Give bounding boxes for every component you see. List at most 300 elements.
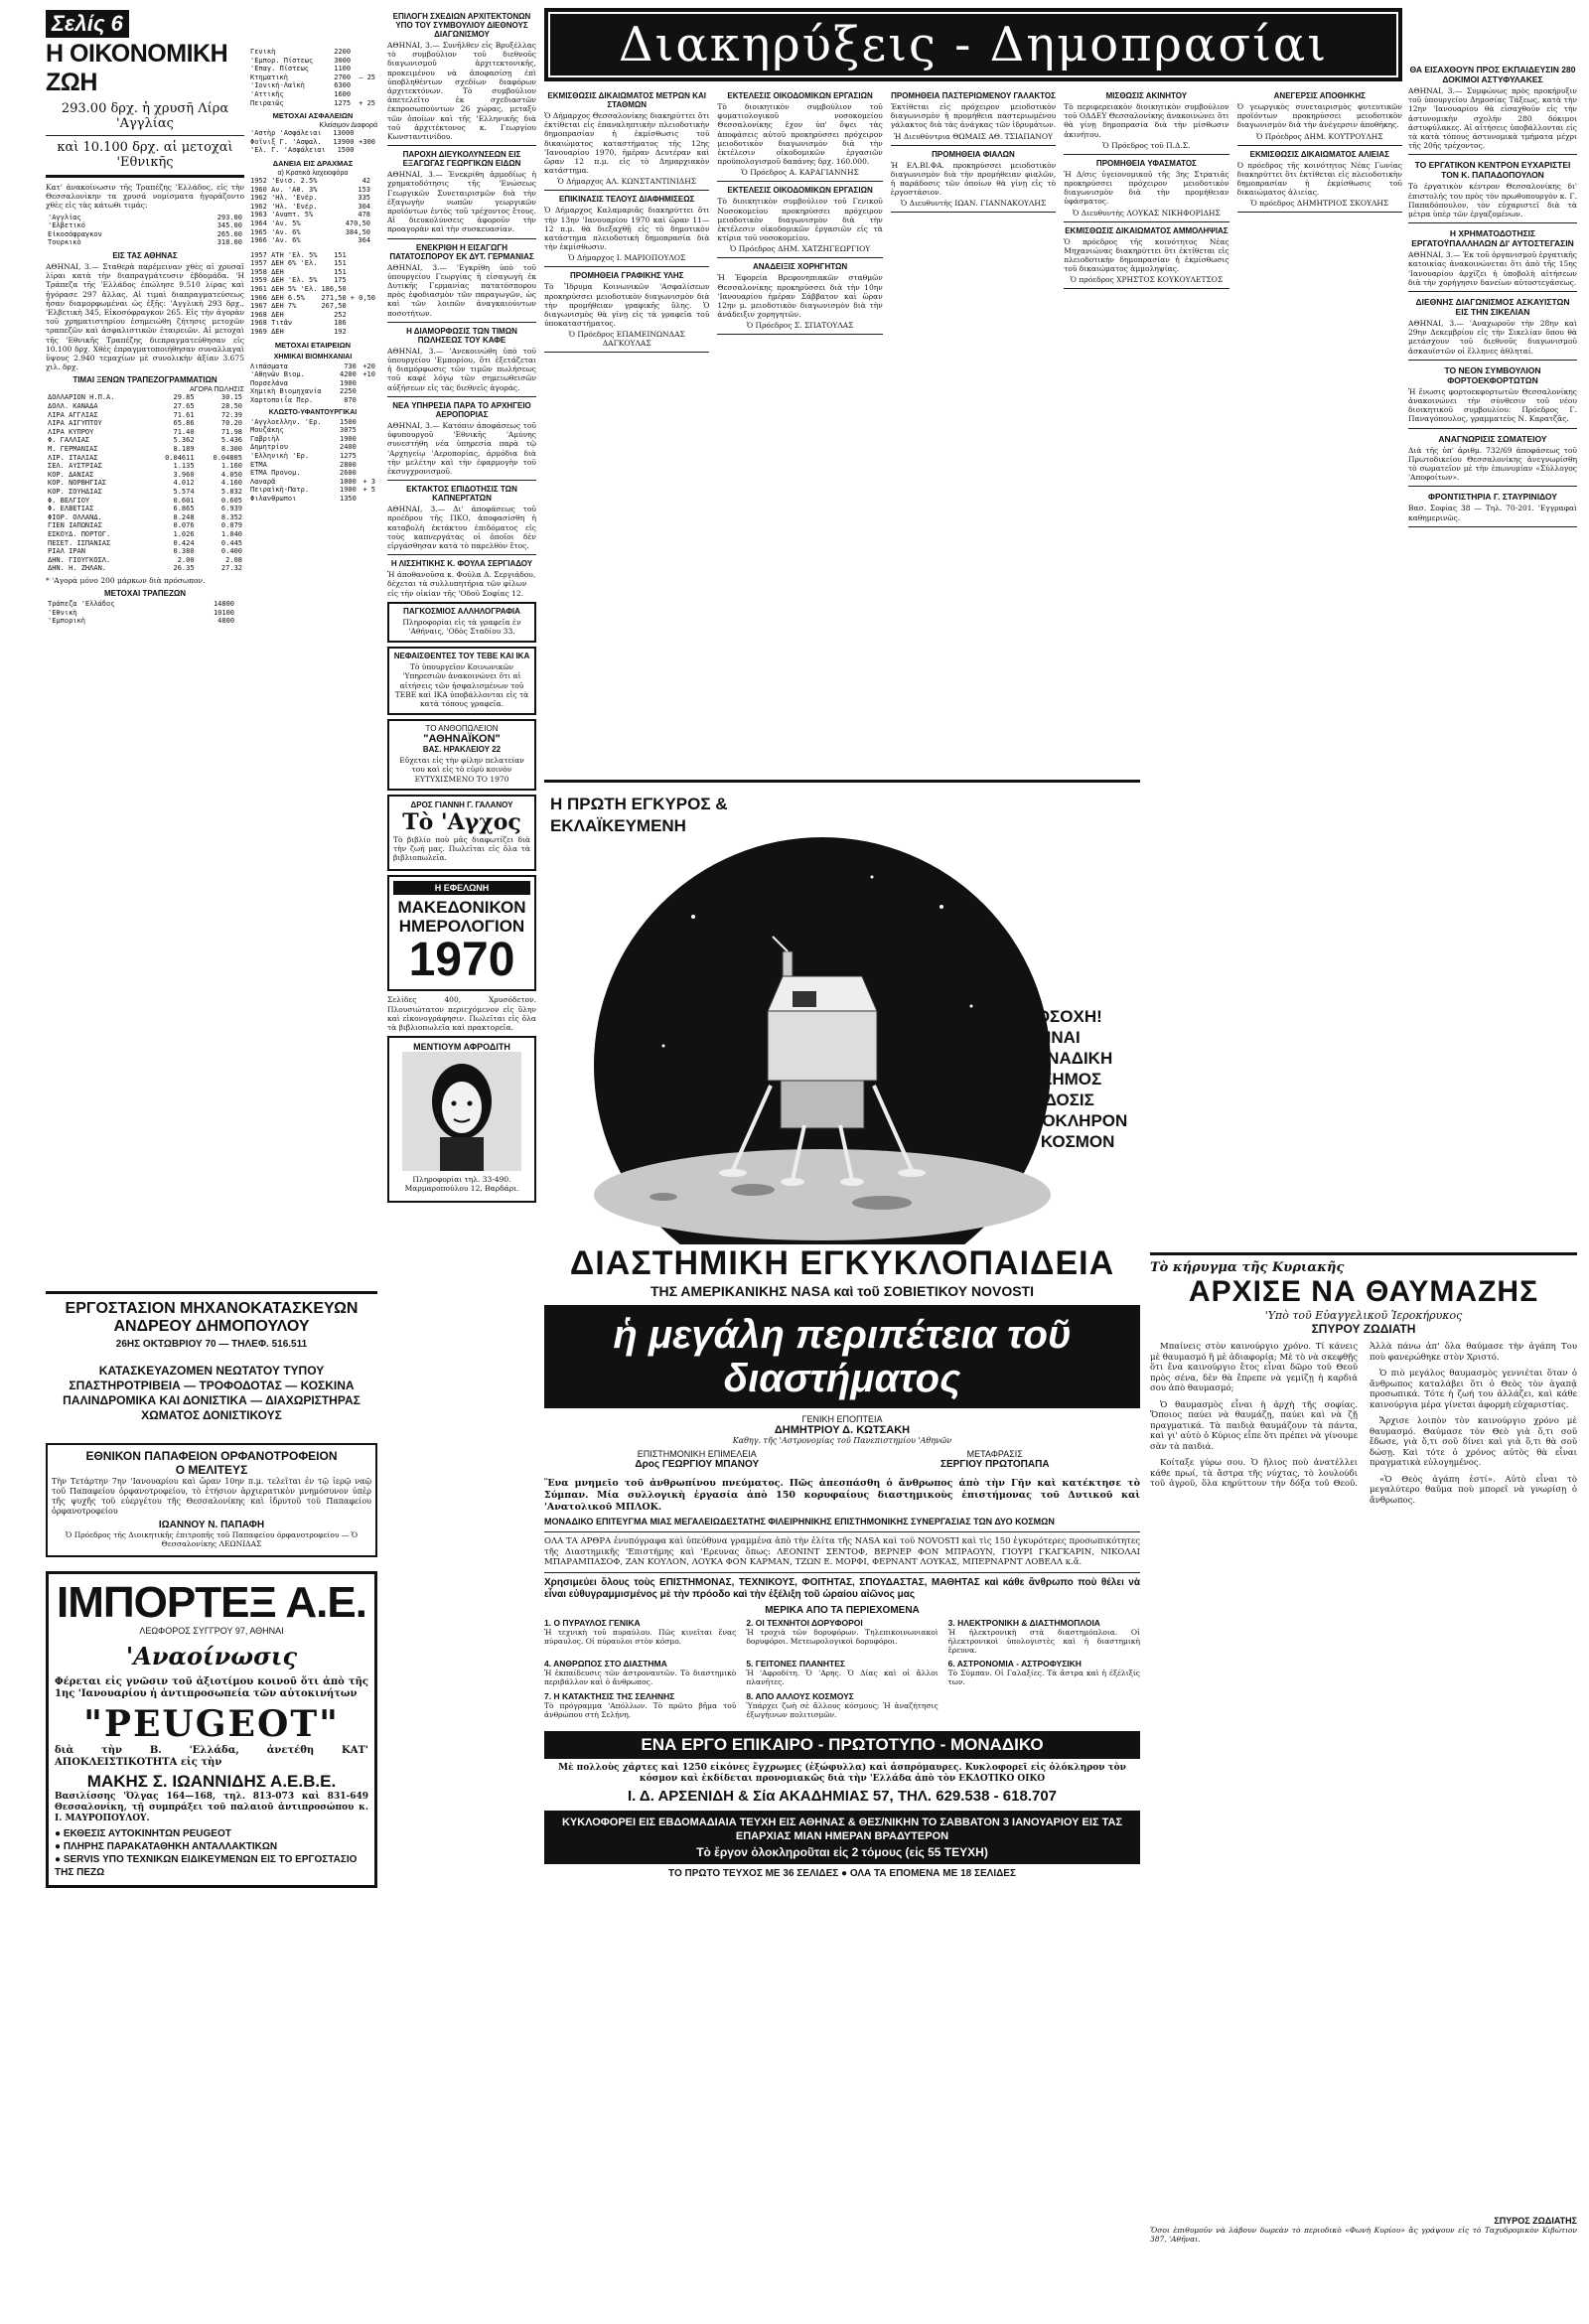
contents-item-title: 8. ΑΠΟ ΑΛΛΟΥΣ ΚΟΣΜΟΥΣ [746,1690,854,1701]
bank-share-row [46,600,244,609]
row-value: 0.380 [173,547,195,556]
row-value [372,186,377,195]
loans-table [248,177,377,245]
tender-text: Τὸ διοικητικὸν συμβούλιον τοῦ φυματιολογικοῦ νοσοκομείου Θεσσαλονίκης ἔχον ὑπ' ὄψει τὰς ἀποφάσεις αὐτοῦ προκηρύσσει πρόχειρον μειοδοτικὸν διαγωνισμὸν διὰ τὴν ἐκτέλεσιν οἰκοδομικῶν ἐργασιῶν προϋπολογισμοῦ δαπάνης δρχ. 160.000. [717,102,883,167]
callout-line: ΕΚΔΟΣΙΣ [1021,1090,1094,1109]
row-value: +10 [362,370,375,379]
row-value: 5.574 [173,487,195,496]
tender-heading: ΜΙΣΘΩΣΙΣ ΑΚΙΝΗΤΟΥ [1105,91,1188,100]
tender-signature: Ἡ Διευθύντρια ΘΩΜΑΙΣ ΑΘ. ΤΣΙΑΠΑΝΟΥ [894,131,1053,141]
row-label: Γενικὴ [250,48,276,56]
row-value [359,396,377,405]
row-label: 1960 Αν. 'Αθ. 3% [250,185,318,194]
row-label: 'Εμπορ. Πίστεως [250,56,314,65]
service-item: ● ΠΛΗΡΗΣ ΠΑΡΑΚΑΤΑΘΗΚΗ ΑΝΤΑΛΛΑΚΤΙΚΩΝ [55,1841,278,1853]
row-label: Φιλανθρωποι [250,494,297,503]
notice-heading: ΠΑΓΚΟΣΜΙΟΣ ΑΛΛΗΛΟΓΡΑΦΙΑ [403,606,520,616]
row-value: 4.160 [220,479,242,488]
tender-heading: ΕΠΙΚΙΝΑΣΙΣ ΤΕΛΟΥΣ ΔΙΑΦΗΜΙΣΕΩΣ [558,195,695,205]
rule [387,322,536,323]
contents-item [544,1659,736,1686]
row-label: Γαβριὴλ [250,434,280,443]
row-value: 27.32 [220,564,242,573]
tender-text: Ἡ Δ/σις ὑγειονομικοῦ τῆς 3ης Στρατιᾶς προκηρύσσει πρόχειρον μειοδοτικὸν διαγωνισμὸν διὰ τὴν προμήθειαν ὑφάσματος. [1064,169,1229,207]
rule [717,181,882,182]
currency-row [46,454,244,463]
work-banner: ΕΝΑ ΕΡΓΟ ΕΠΙΚΑΙΡΟ - ΠΡΩΤΟΤΥΠΟ - ΜΟΝΑΔΙΚΟ [544,1731,1140,1759]
sermon-paragraph: Ὁ πιὸ μεγάλος θαυμασμὸς γεννιέται ὅταν ὁ ἄνθρωπος καταλάβει ὅτι ὁ Θεὸς τὸν ἀγαπᾷ προσωπικά. Τότε ἡ ζωή του ἀλλάζει, καὶ κάθε καινούργια μέρα γίνεται ἀφορμὴ εὐχαριστίας. [1370,1369,1577,1410]
tender-heading: ΕΚΜΙΣΘΩΣΙΣ ΔΙΚΑΙΩΜΑΤΟΣ ΜΕΤΡΩΝ ΚΑΙ ΣΤΑΘΜΩΝ [547,91,706,109]
currency-row [46,505,244,513]
row-value: 4200 [339,370,357,379]
tender-column [717,87,882,765]
row-value: 1275 [339,451,357,460]
deh-row [248,268,377,277]
factory-products: ΚΑΤΑΣΚΕΥΑΖΟΜΕΝ ΝΕΩΤΑΤΟΥ ΤΥΠΟΥ ΣΠΑΣΤΗΡΟΤΡΙΒΕΙΑ — ΤΡΟΦΟΔΟΤΑΣ — ΚΟΣΚΙΝΑ ΠΑΛΙΝΔΡΟΜΙΚΑ ΚΑΙ ΔΟΝΙΣΤΙΚΑ — ΔΙΑΧΩΡΙΣΤΗΡΑΣ ΧΩΜΑΤΟΣ ΔΟΝΙΣΤΙΚΟΥΣ [63,1364,361,1422]
aphrodite-ad [387,1036,536,1202]
row-value: 26.35 [173,564,195,573]
contents-item [544,1691,736,1719]
contents-heading: ΜΕΡΙΚΑ ΑΠΟ ΤΑ ΠΕΡΙΕΧΟΜΕΝΑ [765,1604,920,1616]
tender-signature: Ὁ πρόεδρος ΧΡΗΣΤΟΣ ΚΟΥΚΟΥΛΕΤΣΟΣ [1070,275,1224,285]
row-value: 364 [358,236,371,245]
factory-name: ΑΝΔΡΕΟΥ ΔΗΜΟΠΟΥΛΟΥ [113,1318,310,1335]
chemical-row [248,370,377,379]
row-value: 30.15 [220,393,242,402]
rule [387,554,536,555]
row-value: 1500 [339,417,357,426]
article-text: ΑΘΗΝΑΙ, 3.— 'Αναχωροῦν τὴν 28ην καὶ 29ην Δεκεμβρίου εἰς τὴν Σικελίαν ὅπου θὰ μετάσχουν τοῦ διεθνοῦς διαγωνισμοῦ ἀσκαυϊστῶν οἱ ἕλληνες ἀθληταί. [1408,319,1577,356]
book-text: Τὸ βιβλίο ποὺ μᾶς διαφωτίζει διὰ τὴν ζωή μας. Πωλεῖται εἰς ὅλα τὰ βιβλιοπωλεῖα. [393,834,530,863]
rule [1237,145,1402,146]
contents-item-title: 7. Η ΚΑΤΑΚΤΗΣΙΣ ΤΗΣ ΣΕΛΗΝΗΣ [544,1690,675,1701]
row-label: 1969 ΔΕΗ [250,328,284,337]
row-value: 186 [334,319,347,328]
tender-heading: ΠΡΟΜΗΘΕΙΑ ΥΦΑΣΜΑΤΟΣ [1095,158,1197,168]
row-value: 151 [334,267,347,276]
release-text: ΚΥΚΛΟΦΟΡΕΙ ΕΙΣ ΕΒΔΟΜΑΔΙΑΙΑ ΤΕΥΧΗ ΕΙΣ ΑΘΗΝΑΣ & ΘΕΣ/ΝΙΚΗΝ ΤΟ ΣΑΒΒΑΤΟΝ 3 ΙΑΝΟΥΑΡΙΟΥ ΕΙΣ ΤΑΣ ΕΠΑΡΧΙΑΣ ΜΙΑΝ ΗΜΕΡΑΝ ΒΡΑΔΥΤΕΡΟΝ [561,1816,1123,1842]
row-label: Τράπεζα 'Ελλάδος [48,600,115,609]
row-label: ΕΤΜΑ [250,460,267,469]
encyclopedia-hero [544,788,1140,1244]
encyclopedia-audience: Χρησιμεύει ὅλους τοὺς ΕΠΙΣΤΗΜΟΝΑΣ, ΤΕΧΝΙΚΟΥΣ, ΦΟΙΤΗΤΑΣ, ΣΠΟΥΔΑΣΤΑΣ, ΜΑΘΗΤΑΣ καὶ κάθε ἄνθρωπο ποὺ θέλει νὰ εἶναι εὐθυγραμμισμένος μὲ τὴν πρόοδο καὶ τὴν ἐξέλιξη τοῦ ὡραίου αἰῶνος μας [544,1576,1140,1600]
row-value: 65.86 [173,419,195,428]
row-label: ΔΟΛΛ. ΚΑΝΑΔΑ [48,402,98,411]
sermon-title: ΑΡΧΙΣΕ ΝΑ ΘΑΥΜΑΖΗΣ [1188,1275,1539,1308]
article-text: ΑΘΗΝΑΙ, 3.— Δι' ἀποφάσεως τοῦ προέδρου τῆς ΠΚΟ, ἀποφασίσθη ἡ καταβολὴ ἐκτάκτου ἐπιδόματος εἰς τοὺς καπνεργάτας οἱ ὁποῖοι δὲν εἰργάσθησαν κατὰ τὸ παρελθὸν ἔτος. [387,505,536,550]
insurance-table [248,129,377,155]
row-value [353,81,377,90]
currency-row [46,479,244,488]
chemical-row [248,396,377,405]
loan-row [248,177,377,186]
contents-item-text: Ἡ τεχνικὴ τοῦ πυραύλου. Πῶς κινεῖται ἕνας πύραυλος. Οἱ πύραυλοι στὸν κόσμο. [544,1627,737,1646]
translator-label: ΜΕΤΑΦΡΑΣΙΣ [966,1449,1023,1459]
orphanage-notice [46,1443,377,1557]
textile-row [248,418,377,427]
row-value: 3075 [339,426,357,435]
textile-heading: ΚΛΩΣΤΟ-ΥΦΑΝΤΟΥΡΓΙΚΑΙ [268,408,358,416]
loans-heading: ΔΑΝΕΙΑ ΕΙΣ ΔΡΑΧΜΑΣ [272,158,354,168]
tender-text: Τὸ περιφερειακὸν διοικητικὸν συμβούλιον τοῦ ΟΔΔΕΥ Θεσσαλονίκης ἀνακοινώνει ὅτι θὰ γίνῃ δημοπρασία διὰ τὴν μίσθωσιν ἀκινήτου. [1064,102,1229,139]
encyclopedia-achievement: ΜΟΝΑΔΙΚΟ ΕΠΙΤΕΥΓΜΑ ΜΙΑΣ ΜΕΓΑΛΕΙΩΔΕΣΤΑΤΗΣ ΦΙΛΕΙΡΗΝΙΚΗΣ ΕΠΙΣΤΗΜΟΝΙΚΗΣ ΣΥΝΕΡΓΑΣΙΑΣ ΤΩΝ ΔΥΟ ΚΟΣΜΩΝ [544,1517,1055,1526]
row-value: 151 [334,259,347,268]
row-value: + 3 [362,477,375,486]
row-value [349,251,377,260]
encyclopedia-tagline: Η ΠΡΩΤΗ ΕΓΚΥΡΟΣ & ΕΚΛΑΪΚΕΥΜΕΝΗ [550,795,728,835]
row-value: 0.076 [173,521,195,530]
deh-row [248,294,377,303]
companies-heading: ΜΕΤΟΧΑΙ ΕΤΑΙΡΕΙΩΝ [274,340,352,350]
row-value: 3000 [334,56,352,65]
row-label: Δημητρίου [250,443,288,452]
article-heading: Η ΔΙΑΜΟΡΦΩΣΙΣ ΤΩΝ ΤΙΜΩΝ ΠΩΛΗΣΕΩΣ ΤΟΥ ΚΑΦΕ [406,326,517,345]
article-text: ΑΘΗΝΑΙ, 3.— Ἐκ τοῦ ὀργανισμοῦ ἐργατικῆς κατοικίας ἀνακοινώνεται ὅτι ἀπὸ τῆς 15ης 'Ιανουαρίου ἀρχίζει ἡ ὑποβολὴ αἰτήσεων διὰ τὴν χορήγησιν δανείων αὐτοστεγάσεως. [1408,250,1577,287]
row-label: 'Επαγ. Πίστεως [250,65,310,73]
factory-ad [46,1291,377,1423]
coin-row [46,214,244,222]
orphanage-title: ΕΘΝΙΚΟΝ ΠΑΠΑΦΕΙΟΝ ΟΡΦΑΝΟΤΡΟΦΕΙΟΝ [85,1449,338,1463]
general-supervision-label: ΓΕΝΙΚΗ ΕΠΟΠΤΕΙΑ [801,1414,883,1424]
article-heading: ΝΕΑ ΥΠΗΡΕΣΙΑ ΠΑΡΑ ΤΟ ΑΡΧΗΓΕΙΟ ΑΕΡΟΠΟΡΙΑΣ [392,400,531,419]
contents-item-text: Ἡ ἐκπαίδευσις τῶν ἀστροναυτῶν. Τὸ διαστημικὸ περιβάλλον καὶ ὁ ἄνθρωπος. [544,1669,737,1687]
currency-row [46,402,244,411]
bank-shares-heading: ΜΕΤΟΧΑΙ ΤΡΑΠΕΖΩΝ [103,589,187,599]
row-value: 2.00 [177,555,195,564]
callout-line: ΕΙΝΑΙ [1035,1028,1081,1047]
row-value: 13000 [333,129,355,138]
row-value: 318.00 [217,238,242,247]
contents-item [948,1618,1140,1656]
factory-title: ΕΡΓΟΣΤΑΣΙΟΝ ΜΗΧΑΝΟΚΑΤΑΣΚΕΥΩΝ [65,1300,359,1317]
encyclopedia-ad [544,775,1140,2324]
sermon-paragraph: Ἄρχισε λοιπὸν τὸν καινούργιο χρόνο μὲ θαυμασμό. Θαύμασε τὸν Θεὸ γιὰ ὅ,τι σοῦ ἔδωσε, γιὰ ὅ,τι σοῦ δίνει καὶ γιὰ ὅ,τι θὰ σοῦ δώσῃ. Καὶ τότε ὁ χρόνος αὐτὸς θὰ εἶναι πραγματικὰ εὐλογημένος. [1370,1416,1577,1468]
coins-table [46,214,244,247]
row-value: 0.605 [220,496,242,505]
row-label: ΓΙΕΝ ΙΑΠΩΝΙΑΣ [48,521,102,530]
row-value [353,57,377,66]
row-label: ΕΣΚΟΥΔ. ΠΟΡΤΟΓ. [48,529,111,538]
importex-address: ΛΕΩΦΟΡΟΣ ΣΥΓΓΡΟΥ 97, ΑΘΗΝΑΙ [139,1626,284,1637]
rule [544,352,709,353]
sermon-body [1150,1342,1577,2216]
row-value [359,426,377,435]
row-label: Λιπάσματα [250,362,288,370]
importex-text: Φέρεται εἰς γνῶσιν τοῦ ἀξιοτίμου κοινοῦ ὅτι ἀπὸ τῆς 1ης 'Ιανουαρίου ἡ ἀντιπροσωπεία τῶν αὐτοκινήτων [55,1676,368,1700]
row-label: Μουζάκης [250,426,284,435]
row-value [359,452,377,461]
bank-row [248,48,377,57]
row-value: + 5 [362,486,375,495]
row-label: 'Ελ. Γ. 'Ασφάλειαι [250,146,326,155]
row-label: 'Εθνικὴ [48,608,77,617]
row-value: 1.040 [220,529,242,538]
tender-heading: ΕΚΜΙΣΘΩΣΙΣ ΔΙΚΑΙΩΜΑΤΟΣ ΑΜΜΟΛΗΨΙΑΣ [1065,225,1228,235]
textile-row [248,495,377,504]
contents-item-title: 6. ΑΣΤΡΟΝΟΜΙΑ - ΑΣΤΡΟΦΥΣΙΚΗ [947,1659,1082,1670]
row-value: 265.00 [217,229,242,238]
tender-column [1237,87,1402,765]
contents-item [746,1691,938,1719]
article-heading: ΔΙΕΘΝΗΣ ΔΙΑΓΩΝΙΣΜΟΣ ΑΣΚΑΥΙΣΤΩΝ ΕΙΣ ΤΗΝ ΣΙΚΕΛΙΑΝ [1415,297,1570,318]
row-value [359,435,377,444]
loan-row [248,211,377,219]
row-label: ΚΟΡ. ΔΑΝΙΑΣ [48,470,94,479]
textile-row [248,443,377,452]
row-label: 'Ελβετικό [48,221,85,230]
calendar-title: ΜΑΚΕΔΟΝΙΚΟΝ ΗΜΕΡΟΛΟΓΙΟΝ [397,898,526,937]
row-value [372,228,377,237]
row-value [349,328,377,337]
row-label: Εἰκοσόφραγκον [48,229,102,238]
bank-row [248,99,377,108]
rule [1064,288,1228,289]
doctor-book-ad [387,795,536,872]
insurance-columns: Κλείσιμον Διαφορά [319,122,377,130]
row-value: 2800 [339,460,357,469]
encyclopedia-authors: ΟΛΑ ΤΑ ΑΡΘΡΑ ἐνυπόγραφα καὶ ὑπεύθυνα γραμμένα ἀπὸ τὴν ἐλίτα τῆς NASA καὶ τοῦ NOVOSTI καὶ τὶς 150 ἐγκυρότερες προσωπικότητες τῆς Διαστημικῆς 'Επιστήμης καὶ 'Ερευνας ὅπως: ΛΕΟΝΙΝΤ ΣΕΝΤΟΦ, ΒΕΡΝΕΡ ΦΟΝ ΜΠΡΑΟΥΝ, ΓΙΟΥΡΙ ΓΚΑΓΚΑΡΙΝ, ΝΙΚΟΛΑΙ ΜΠΑΡΑΜΠΑΣΟΦ, ΖΑΝ ΚΟΥΛΟΝ, ΛΟΥΚΑ ΦΟΝ ΚΑΡΜΑΝ, ΤΖΩΝ Ε. ΜΟΡΦΙ, ΦΕΡΝΑΝΤ ΛΟΥΚΑΣ, ΜΠΕΡΝΑΡΝΤ ΛΟΒΕΛΛ κ.ἄ. [544,1536,1140,1567]
deh-row [248,328,377,337]
row-label: 1966 'Αν. 6% [250,236,301,245]
tender-heading: ΠΡΟΜΗΘΕΙΑ ΓΡΑΦΙΚΗΣ ΥΛΗΣ [569,271,684,281]
importex-ad [46,1571,377,1888]
row-value: +300 [359,137,375,146]
row-value [349,311,377,320]
row-label: 1967 ΔΕΗ 7% [250,302,297,311]
currency-row [46,428,244,437]
rule [1408,428,1577,429]
contents-item-text: Τὸ Σύμπαν. Οἱ Γαλαξίες. Τὰ ἄστρα καὶ ἡ ἐξέλιξίς των. [947,1669,1140,1687]
row-label: ΠΕΣΕΤ. ΙΣΠΑΝΙΑΣ [48,538,111,547]
chemical-row [248,363,377,371]
row-label: 'Αστὴρ 'Ασφάλειαι [250,129,322,138]
row-value: 175 [334,276,347,285]
tender-heading: ΕΚΤΕΛΕΣΙΣ ΟΙΚΟΔΟΜΙΚΩΝ ΕΡΓΑΣΙΩΝ [727,186,873,196]
row-value: 1.026 [173,529,195,538]
rule [387,396,536,397]
article-text: ΑΘΗΝΑΙ, 3.— Κατόπιν ἀποφάσεως τοῦ ὑφυπουργοῦ 'Εθνικῆς 'Αμύνης συνεστήθη νέα ὑπηρεσία παρὰ τῷ 'Αρχηγείῳ 'Αεροπορίας, ἀρμόδια διὰ τὴν μελέτην καὶ τὴν ἐφαρμογὴν τοῦ ἐκσυγχρονισμοῦ. [387,420,536,476]
bank-row [248,57,377,66]
tender-heading: ΑΝΕΓΕΡΣΙΣ ΑΠΟΘΗΚΗΣ [1273,91,1366,100]
row-value [359,418,377,427]
deh-row [248,251,377,260]
row-value: + 25 [359,98,375,107]
row-value [349,285,377,294]
row-value [356,129,377,138]
row-value: 0.424 [173,538,195,547]
row-value [372,194,377,203]
row-value: 6.865 [173,505,195,513]
row-label: ΦΙΟΡ. ΟΛΛΑΝΔ. [48,512,102,521]
sermon-author: ΣΠΥΡΟΥ ΖΩΔΙΑΤΗ [1311,1322,1416,1336]
sermon-signature: ΣΠΥΡΟΣ ΖΩΔΙΑΤΗΣ [1494,2216,1577,2226]
row-label: 1965 'Αν. 6% [250,227,301,236]
textile-row [248,426,377,435]
row-label: 1968 ΔΕΗ [250,310,284,319]
notice-box [387,602,536,643]
article-text: Ἡ ἕνωσις φορτοεκφορτωτῶν Θεσσαλονίκης ἀνακοινώνει τὴν σύνθεσιν τοῦ νέου διοικητικοῦ συμβουλίου: Πρόεδρος Γ. Παναγόπουλος, γραμματεὺς Ν. Καρατζᾶς. [1408,386,1577,424]
deh-row [248,259,377,268]
row-label: ΚΟΡ. ΣΟΥΗΔΙΑΣ [48,487,102,496]
tender-signature: Ὁ Διευθυντὴς ΙΩΑΝ. ΓΙΑΝΝΑΚΟΥΛΗΣ [900,199,1047,209]
row-value: 6300 [334,81,352,90]
row-value: + 0,50 [350,293,376,302]
bank-row [248,90,377,99]
rule [1408,526,1577,527]
row-value: 267,50 [321,302,347,311]
article-text: Βασ. Σοφίας 38 — Τηλ. 70-201. 'Εγγραφαὶ καθημερινῶς. [1408,504,1577,522]
service-item: ● ΕΚΘΕΣΙΣ ΑΥΤΟΚΙΝΗΤΩΝ PEUGEOT [55,1828,231,1840]
row-label: ΛΙΡΑ ΚΥΠΡΟΥ [48,427,94,436]
supervisor-role: Καθηγ. τῆς 'Αστρονομίας τοῦ Πανεπιστημίου 'Αθηνῶν [732,1436,952,1445]
callout-line: ΕΙΣ ΟΛΟΚΛΗΡΟΝ [987,1111,1128,1130]
row-value: 186,50 [321,285,347,294]
row-value [349,302,377,311]
row-value: 0.400 [220,547,242,556]
doctor-name: ΔΡΟΣ ΓΙΑΝΝΗ Γ. ΓΑΛΑΝΟΥ [410,799,513,809]
rule [1408,222,1577,223]
row-label: ΛΙΡΑ ΑΓΓΛΙΑΣ [48,410,98,419]
row-value: 5.362 [173,436,195,445]
tender-text: Τὸ διοικητικὸν συμβούλιον τοῦ Γενικοῦ Νοσοκομείου προκηρύσσει πρόχειρον μειοδοτικὸν διαγωνισμὸν διὰ τὴν ἐκτέλεσιν οἰκοδομικῶν ἐργασιῶν εἰς τὰ κτίρια τοῦ νοσοκομείου. [717,197,883,243]
contents-item-title: 5. ΓΕΙΤΟΝΕΣ ΠΛΑΝΗΤΕΣ [746,1659,846,1670]
tender-heading: ΠΡΟΜΗΘΕΙΑ ΦΙΑΛΩΝ [932,149,1015,159]
row-value: 1900 [339,486,357,495]
article-heading: Η ΧΡΗΜΑΤΟΔΟΤΗΣΙΣ ΕΡΓΑΤΟΫΠΑΛΛΗΛΩΝ ΔΙ' ΑΥΤΟΣΤΕΓΑΣΙΝ [1411,228,1574,249]
row-value: 2600 [339,469,357,478]
row-value [359,379,377,388]
encyclopedia-title: ΔΙΑΣΤΗΜΙΚΗ ΕΓΚΥΚΛΟΠΑΙΔΕΙΑ [569,1244,1115,1282]
row-value: 1.160 [220,462,242,471]
row-label: Πειραιῶς [250,98,284,107]
row-value: 293.00 [217,213,242,221]
article-text: ΑΘΗΝΑΙ, 3.— Συμφώνως πρὸς προκήρυξιν τοῦ ὑπουργείου Δημοσίας Τάξεως, κατὰ τὴν 12ην 'Ιανουαρίου θὰ εἰσαχθοῦν εἰς τὴν ἀστυνομικὴν σχολὴν 280 δόκιμοι ἀστυφύλακες. Αἱ αἰτήσεις ὑποβάλλονται εἰς τὰ κατὰ τόπους ἀστυνομικὰ τμήματα μέχρι τῆς 20ῆς τρέχοντος. [1408,86,1577,151]
loan-row [248,186,377,195]
deh-row [248,319,377,328]
tender-signature: Ὁ Διευθυντὴς ΛΟΥΚΑΣ ΝΙΚΗΦΟΡΙΔΗΣ [1072,208,1221,218]
tender-text: Ὁ Δήμαρχος Καλαμαριᾶς διακηρύττει ὅτι τὴν 13ην 'Ιανουαρίου 1970 καὶ ὥραν 11—12 π.μ. θὰ διεξαχθῇ εἰς τὸ δημοτικὸν κατάστημα πλειοδοτικὴ δημοπρασία διὰ τὴν ἐκμίσθωσιν. [544,206,710,252]
row-value: 4.012 [173,479,195,488]
encyclopedia-subtitle: ΤΗΣ ΑΜΕΡΙΚΑΝΙΚΗΣ NASA καὶ τοῦ ΣΟΒΙΕΤΙΚΟΥ NOVOSTI [650,1283,1034,1299]
loan-row [248,236,377,245]
bank-shares-table [46,600,244,626]
tender-heading: ΕΚΜΙΣΘΩΣΙΣ ΔΙΚΑΙΩΜΑΤΟΣ ΑΛΙΕΙΑΣ [1249,149,1389,159]
peugeot-brand: "PEUGEOT" [83,1703,340,1746]
row-label: Κτηματικὴ [250,73,288,81]
contents-item-text: Τὸ πρόγραμμα 'Απόλλων. Τὸ πρῶτο βῆμα τοῦ ἀνθρώπου στὴ Σελήνη. [544,1700,737,1719]
callout-line: ΤΟΝ ΚΟΣΜΟΝ [1000,1132,1115,1151]
article-heading: ΠΑΡΟΧΗ ΔΙΕΥΚΟΛΥΝΣΕΩΝ ΕΙΣ ΕΞΑΓΩΓΑΣ ΓΕΩΡΓΙΚΩΝ ΕΙΔΩΝ [402,150,521,169]
gold-price-line: 293.00 δρχ. ἡ χρυσῆ Λίρα 'Αγγλίας [61,101,229,131]
announcement-title: 'Αναοίνωσις [125,1642,298,1671]
portrait-photo [402,1052,521,1171]
callout-line: ΠΡΟΣΟΧΗ! [1013,1007,1102,1026]
notice-box [387,647,536,715]
tender-text: Ὁ Δήμαρχος Θεσσαλονίκης διακηρύττει ὅτι ἐκτίθεται εἰς ἐπαναληπτικὴν πλειοδοτικὴν δημοπρασίαν ἡ ἐκμίσθωσις τοῦ δικαιώματος καταστήματος τῆς 12ης 'Ιανουαρίου 1970, ἡμέραν Δευτέραν καὶ ὥραν 12 π.μ. εἰς τὸ Δημαρχιακὸν κατάστημα. [544,111,710,176]
contents-item [746,1618,938,1656]
currency-row [46,530,244,539]
row-value: 2.08 [225,555,242,564]
deh-row [248,302,377,311]
sunday-sermon [1150,1247,1577,2324]
contents-item-title: 3. ΗΛΕΚΤΡΟΝΙΚΗ & ΔΙΑΣΤΗΜΟΠΛΟΙΑ [947,1617,1100,1628]
sermon-paragraph: Κοίταξε γύρω σου. Ὁ ἥλιος ποὺ ἀνατέλλει κάθε πρωί, τὰ ἄστρα τῆς νύχτας, τὸ λουλούδι τοῦ ἀγροῦ, ὅλα κηρύττουν τὴν δόξα τοῦ Θεοῦ. Ἀλλὰ πάνω ἀπ' ὅλα θαύμασε τὴν ἀγάπη Του ποὺ φανερώθηκε στὸν Χριστό. [1150,1342,1577,1489]
row-value [359,495,377,504]
row-value: +20 [362,362,375,370]
orphanage-founder: ΙΩΑΝΝΟΥ Ν. ΠΑΠΑΦΗ [158,1520,265,1530]
tender-signature: Ὁ Πρόεδρος ΔΗΜ. ΚΟΥΤΡΟΥΛΗΣ [1255,131,1383,141]
dealer-name: ΜΑΚΗΣ Σ. ΙΩΑΝΝΙΔΗΣ Α.Ε.Β.Ε. [86,1772,337,1792]
insurance-heading: ΜΕΤΟΧΑΙ ΑΣΦΑΛΕΙΩΝ [272,111,354,121]
left-ads [46,1291,377,2324]
currency-row [46,539,244,548]
tender-text: Τὸ Ἴδρυμα Κοινωνικῶν 'Ασφαλίσεων προκηρύσσει μειοδοτικὸν διαγωνισμὸν διὰ τὴν προμήθειαν γραφικῆς ὕλης. Ὁ διαγωνισμὸς θὰ γίνῃ εἰς τὰ γραφεῖα τοῦ ὑποκαταστήματος. [544,282,710,329]
article-text: Τὸ ἐργατικὸν κέντρον Θεσσαλονίκης δι' ἐπιστολῆς του πρὸς τὸν πρωθυπουργὸν κ. Γ. Παπαδόπουλον, τὸν εὐχαριστεῖ διὰ τὰ μέτρα ὑπὲρ τῶν ἐργαζομένων. [1408,182,1577,219]
orphanage-signature: Ὁ Πρόεδρος τῆς Διοικητικῆς ἐπιτροπῆς τοῦ Παπαφείου ὀρφανοτροφείου — Ὁ Θεσσαλονίκης ΛΕΩΝΙΔΑΣ [65,1530,359,1549]
row-label: Φ. ΒΕΛΓΙΟΥ [48,496,90,505]
row-value: 1.135 [173,462,195,471]
row-value: 1350 [339,494,357,503]
row-value [356,146,377,155]
row-value: 8.248 [173,512,195,521]
row-label: Πειραϊκὴ-Πατρ. [250,486,310,495]
calendar-year: 1970 [408,934,515,987]
notice-heading: ΝΕΦΑΙΣΘΕΝΤΕΣ ΤΟΥ ΤΕΒΕ ΚΑΙ ΙΚΑ [393,652,530,661]
article-text: ΑΘΗΝΑΙ, 3.— 'Εγκρίθη ὑπὸ τοῦ ὑπουργείου Γεωργίας ἡ εἰσαγωγὴ ἐκ Δυτικῆς Γερμανίας πατατόσπορου πρὸς ἐφοδιασμὸν τῶν παραγωγῶν, ὡς καὶ τῶν λοιπῶν ἀναγκαιούντων ποσοτήτων. [387,262,536,318]
contents-item-title: 1. Ο ΠΥΡΑΥΛΟΣ ΓΕΝΙΚΑ [544,1617,641,1628]
bank-share-row [46,617,244,626]
currency-row [46,411,244,420]
row-value: 271,50 [321,293,347,302]
currency-row [46,462,244,471]
currency-row [46,471,244,480]
supervisor-name: ΔΗΜΗΤΡΙΟΥ Δ. ΚΩΤΣΑΚΗ [774,1424,911,1436]
contents-item-text: Ἡ ἠλεκτρονικὴ στὰ διαστημόπλοια. Οἱ ἠλεκτρονικοὶ ὑπολογιστὲς καὶ ἡ διαστημικὴ ἔρευνα. [947,1627,1140,1655]
currency-table [46,393,244,572]
issue-footer: ΤΟ ΠΡΩΤΟ ΤΕΥΧΟΣ ΜΕ 36 ΣΕΛΙΔΕΣ ● ΟΛΑ ΤΑ ΕΠΟΜΕΝΑ ΜΕ 18 ΣΕΛΙΔΕΣ [668,1867,1016,1879]
row-value: 2400 [339,443,357,452]
row-value [236,617,244,626]
row-value: 71.40 [173,427,195,436]
row-value: 72.39 [220,410,242,419]
sermon-paragraph: Μπαίνεις στὸν καινούργιο χρόνο. Τί κάνεις μὲ θαυμασμό ἢ μὲ ἀδιαφορία; Μὲ τὸ νὰ σκεφθῇς ὅτι ἕνα καινούργιο ἔτος εἶναι δῶρο τοῦ Θεοῦ πρὸς σένα, δὲν θὰ ἔπρεπε νὰ γεμίζῃ ἡ καρδιά σου ἀπὸ θαυμασμό; [1150,1342,1358,1393]
row-label: ΕΤΜΑ Προνομ. [250,469,301,478]
coins-intro: Κατ' ἀνακοίνωσιν τῆς Τραπέζης 'Ελλάδος, εἰς τὴν Θεσσαλονίκην τα χρυσᾶ νομίσματα ἠγοράζοντο χθὲς εἰς τὰς κάτωθι τιμάς: [46,183,244,211]
currency-row [46,419,244,428]
row-value: 0.079 [220,521,242,530]
row-label: ΚΟΡ. ΝΟΡΒΗΓΙΑΣ [48,479,107,488]
contents-grid [544,1618,1140,1723]
loan-row [248,228,377,237]
row-value: 1000 [339,477,357,486]
loans-subheading: α) Κρατικὰ λαχειοφόρα [277,169,349,177]
row-value: — 25 [359,73,375,81]
row-value [359,443,377,452]
row-value: 1500 [337,146,355,155]
article-heading: ΕΝΕΚΡΙΘΗ Η ΕΙΣΑΓΩΓΗ ΠΑΤΑΤΟΣΠΟΡΟΥ ΕΚ ΔΥΤ. ΓΕΡΜΑΝΙΑΣ [389,242,534,261]
row-value: 29.85 [173,393,195,402]
row-label: 1962 'Ηλ. 'Ενέρ. [250,194,318,203]
contents-item-title: 2. ΟΙ ΤΕΧΝΗΤΟΙ ΔΟΡΥΦΟΡΟΙ [746,1617,863,1628]
news-column [387,0,536,2324]
rule [717,257,882,258]
textile-table [248,418,377,504]
row-value [359,461,377,470]
row-value: 1275 [334,98,352,107]
row-value: 2200 [334,48,352,56]
row-value [372,219,377,228]
tender-signature: Ὁ Δήμαρχος Ι. ΜΑΡΙΟΠΟΥΛΟΣ [568,253,686,263]
